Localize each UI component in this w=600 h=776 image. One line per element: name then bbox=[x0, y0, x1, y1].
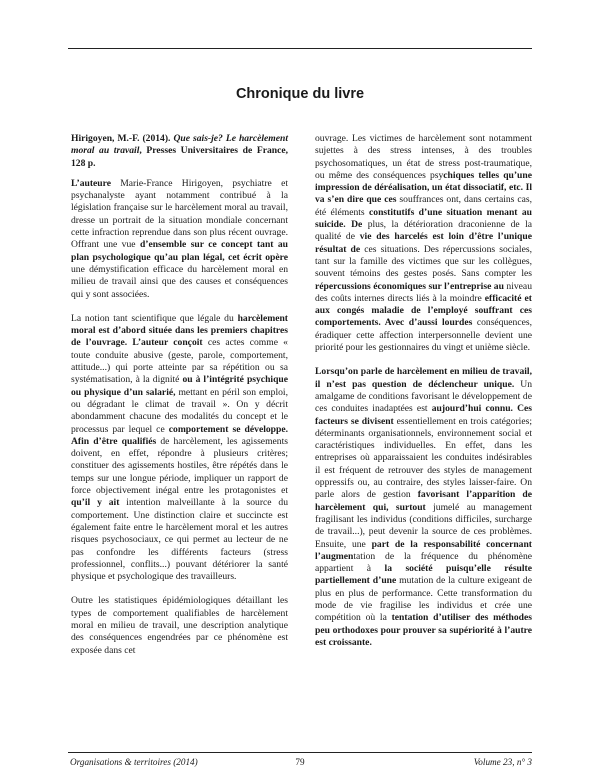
bold-text-run: constitutifs d’une situation menant au suicide. De bbox=[315, 206, 533, 231]
bold-text-run: part de la responsabilité concernant l’augmen bbox=[315, 538, 532, 562]
text-run: Outre les statistiques épidémiologiques détaillant les types de comportement qualifiables de harcèlement moral en milieu de travail, une description analytique des conséquences engendrées par ce phénomène est exposée dans cet bbox=[71, 595, 288, 656]
bold-text-run: aujourd’hui connu. Ces facteurs se divisent bbox=[315, 403, 533, 427]
bold-text-run: vie des harcelés est loin d’être l’unique résultat de bbox=[315, 231, 532, 255]
bold-text-run: tentation d’utiliser des méthodes peu orthodoxes pour prouver sa supériorité à l’autre est croissante. bbox=[315, 612, 532, 648]
bold-text-run: ou à l’intégrité psychique ou physique d’un salarié, bbox=[71, 374, 288, 398]
text-run: Un amalgame de conditions favorisant le développement de ces conduites inadaptées est bbox=[315, 378, 532, 415]
top-rule bbox=[68, 48, 532, 49]
page-number: 79 bbox=[295, 757, 305, 767]
bold-text-run: la société puisqu’elle résulte partiellement d’une bbox=[315, 563, 533, 587]
text-run: La notion tant scientifique que légale du bbox=[71, 312, 238, 324]
paragraph bbox=[315, 133, 532, 354]
text-run: mutation de la culture exigeant de plus en plus de performance. Cette transformation du mode de vie fragilise les individus et crée une compétition où la bbox=[315, 575, 532, 624]
bold-text-run: répercussions économiques sur l’entreprise au bbox=[315, 280, 504, 292]
text-run: intention malveillante à la source du comportement. Une distinction claire et succincte est également faite entre le harcèlement moral et les autres risques psychosociaux, ce qui permet au lecteur de ne pas confondre les différents facteurs (stress professionnel, conflits...) pouvant détériorer la santé physique et psychologique des travailleurs. bbox=[71, 497, 288, 583]
text-run: Marie-France Hirigoyen, psychiatre et psychanalyste ayant notamment contribué à la législation française sur le harcèlement moral au travail, dresse un portrait de la situation mondiale concernant cette infraction reprendue dans son plus récent ouvrage. Offrant une vue bbox=[71, 177, 288, 251]
text-run: ouvrage. Les victimes de harcèlement sont notamment sujettes à des stress intenses, à des troubles psychosomatiques, un état de stress post-traumatique, ou même des conséquences psy bbox=[315, 133, 532, 181]
footer-volume: Volume 23, n° 3 bbox=[473, 757, 532, 767]
bold-text-run: comportement se développe. Afin d’être qualifiés bbox=[71, 423, 288, 447]
text-run: conséquences, éradiquer cette affection interpersonnelle devient une priorité pour les gestionnaires du vingt et unième siècle. bbox=[315, 317, 532, 354]
text-run: mettant en péril son emploi, ou dégradant le climat de travail ». On y décrit abondamment chacune des modalités du concept et le processus par lequel ce bbox=[71, 386, 288, 435]
paragraph bbox=[315, 366, 532, 649]
book-reference bbox=[71, 133, 288, 170]
right-column bbox=[315, 133, 532, 661]
bold-text-run: chiques telles qu’une impression de déréalisation, un état dissociatif, etc. Il va s’en dire que ces bbox=[315, 169, 532, 206]
text-run: plus, la détérioration draconienne de la qualité de bbox=[315, 219, 532, 243]
bold-text-run: harcèlement moral est d’abord située dans les premiers chapitres de l’ouvrage. L’auteur conçoit bbox=[71, 312, 288, 349]
bold-text-run: L’auteure bbox=[71, 177, 111, 189]
paragraph bbox=[71, 595, 288, 656]
section-title: Chronique du livre bbox=[235, 86, 365, 102]
bold-text-run: qu’il y ait bbox=[71, 497, 120, 509]
text-run: tation de la fréquence du phénomène appartient à bbox=[315, 550, 532, 575]
left-column bbox=[71, 133, 288, 669]
bold-text-run: d’ensemble sur ce concept tant au plan psychologique qu’au plan légal, cet écrit opère bbox=[71, 239, 288, 263]
reference-title: Que sais-je? Le harcèlement moral au travail bbox=[71, 133, 288, 157]
text-run: ces actes comme « toute conduite abusive (geste, parole, comportement, attitude...) qui porte atteinte par sa répétition ou sa systématisation, à la dignité bbox=[71, 337, 288, 386]
text-run: essentiellement en trois catégories; déterminants organisationnels, environnement social et caractéristiques individuelles. En effet, dans les entreprises où apparaissaient les conduites indésirables il est fréquent de retrouver des styles de management oppressifs ou, au contraire, des styles laisser-faire. On parle alors de gestion bbox=[315, 415, 532, 501]
bold-text-run: favorisant l’apparition de harcèlement qui, surtout bbox=[315, 489, 532, 513]
text-run: jumelé au management fragilisant les individus (conditions difficiles, surcharge de travail...), peut devenir la source de ces problèmes. Ensuite, une bbox=[315, 501, 532, 550]
bold-text-run: efficacité et aux congés maladie de l’employé souffrant ces comportements. Avec d’aussi lourdes bbox=[315, 292, 532, 329]
bold-text-run: Lorsqu’on parle de harcèlement en milieu de travail, il n’est pas question de déclencheur unique. bbox=[315, 366, 532, 390]
reference-publisher: , Presses Universitaires de France, 128 p. bbox=[71, 145, 289, 169]
paragraph bbox=[71, 313, 288, 584]
paragraph bbox=[71, 178, 288, 301]
footer-journal: Organisations & territoires (2014) bbox=[70, 757, 198, 767]
text-run: de harcèlement, les agissements doivent, en effet, répondre à plusieurs critères; constituer des agissements hostiles, être répétés dans le temps sur une longue période, impliquer un rapport de force objectivement inégal entre les protagonistes et bbox=[71, 435, 288, 497]
bottom-rule bbox=[68, 752, 532, 753]
text-run: une démystification efficace du harcèlement moral en milieu de travail ainsi que des causes et conséquences qui y sont associées. bbox=[71, 263, 288, 300]
reference-authors: Hirigoyen, M.-F. (2014). bbox=[71, 133, 171, 144]
text-run: ces situations. Des répercussions sociales, tant sur la famille des victimes que sur les collègues, souvent témoins des gestes posés. Sans compter les bbox=[315, 243, 532, 280]
text-run: niveau des coûts internes directs liés à la moindre bbox=[315, 280, 532, 304]
text-run: souffrances ont, dans certains cas, été éléments bbox=[315, 194, 533, 218]
